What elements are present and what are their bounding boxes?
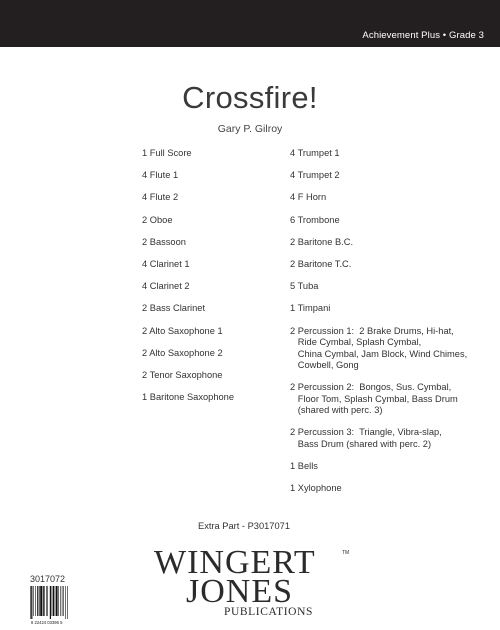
part-item: 2 Tenor Saxophone — [142, 369, 223, 380]
part-item: 5 Tuba — [290, 281, 319, 292]
barcode-bar — [60, 586, 61, 616]
barcode-bar — [43, 586, 44, 616]
part-item: 2 Percussion 2: Bongos, Sus. Cymbal, Floor Tom, Splash Cymbal, Bass Drum (shared with perc. 3) — [290, 382, 458, 416]
page-title: Crossfire! — [182, 80, 318, 115]
barcode-bar — [55, 586, 56, 616]
part-item: 2 Bass Clarinet — [142, 303, 206, 314]
barcode-bar — [58, 586, 59, 616]
logo-wingert: WINGERT — [154, 544, 316, 581]
part-item: 2 Baritone T.C. — [290, 258, 352, 269]
barcode-bar — [65, 586, 66, 619]
barcode-bar — [35, 586, 36, 616]
part-item: 1 Baritone Saxophone — [142, 392, 235, 403]
barcode-bar — [40, 586, 42, 616]
barcode-bar — [63, 586, 64, 616]
part-item: 1 Timpani — [290, 303, 331, 314]
barcode-bar — [37, 586, 38, 616]
barcode-bar — [33, 586, 34, 616]
logo-publications: PUBLICATIONS — [224, 606, 313, 618]
part-item: 2 Oboe — [142, 214, 173, 225]
barcode-bar — [52, 586, 53, 616]
part-item: 2 Bassoon — [142, 236, 186, 247]
part-item: 2 Percussion 3: Triangle, Vibra-slap, Bass Drum (shared with perc. 2) — [290, 427, 442, 449]
barcode-bar — [62, 586, 63, 616]
part-item: 4 Flute 1 — [142, 170, 179, 181]
barcode-bar — [56, 586, 58, 616]
part-item: 4 F Horn — [290, 192, 327, 203]
part-item: 1 Full Score — [142, 148, 192, 158]
barcode-bar — [30, 586, 31, 619]
barcode-digits: 8 22424 03396 5 — [31, 620, 63, 625]
catalog-number: 3017072 — [30, 574, 66, 584]
part-item: 4 Clarinet 1 — [142, 258, 190, 269]
barcode — [29, 585, 93, 625]
part-item: 2 Alto Saxophone 2 — [142, 347, 223, 358]
logo-jones: JONES — [186, 573, 294, 610]
part-item: 4 Trumpet 2 — [290, 170, 340, 181]
part-item: 6 Trombone — [290, 214, 340, 225]
barcode-bar — [46, 586, 47, 616]
extra-part-label: Extra Part - P3017071 — [198, 521, 290, 531]
part-item: 1 Xylophone — [290, 483, 342, 494]
barcode-bar — [47, 586, 48, 616]
logo-trademark: TM — [342, 550, 350, 556]
part-item: 4 Trumpet 1 — [290, 148, 340, 158]
header-bar — [0, 0, 500, 47]
barcode-bar — [31, 586, 32, 619]
composer-name: Gary P. Gilroy — [217, 123, 283, 135]
part-item: 4 Clarinet 2 — [142, 281, 190, 292]
instrumentation-left-column — [142, 148, 282, 414]
barcode-bar — [53, 586, 54, 616]
part-item: 4 Flute 2 — [142, 192, 179, 203]
series-label: Achievement Plus • Grade 3 — [362, 30, 484, 41]
instrumentation-right-column — [290, 148, 490, 505]
publisher-logo — [150, 540, 360, 620]
part-item: 2 Baritone B.C. — [290, 236, 354, 247]
part-item: 2 Alto Saxophone 1 — [142, 325, 223, 336]
barcode-bar — [50, 586, 51, 619]
barcode-bar — [39, 586, 40, 616]
part-item: 2 Percussion 1: 2 Brake Drums, Hi-hat, Ride Cymbal, Splash Cymbal, China Cymbal, Jam Block, Wind Chimes, Cowbell, Gong — [290, 325, 468, 370]
barcode-bar — [44, 586, 45, 616]
part-item: 1 Bells — [290, 461, 318, 472]
barcode-bar — [67, 586, 68, 619]
